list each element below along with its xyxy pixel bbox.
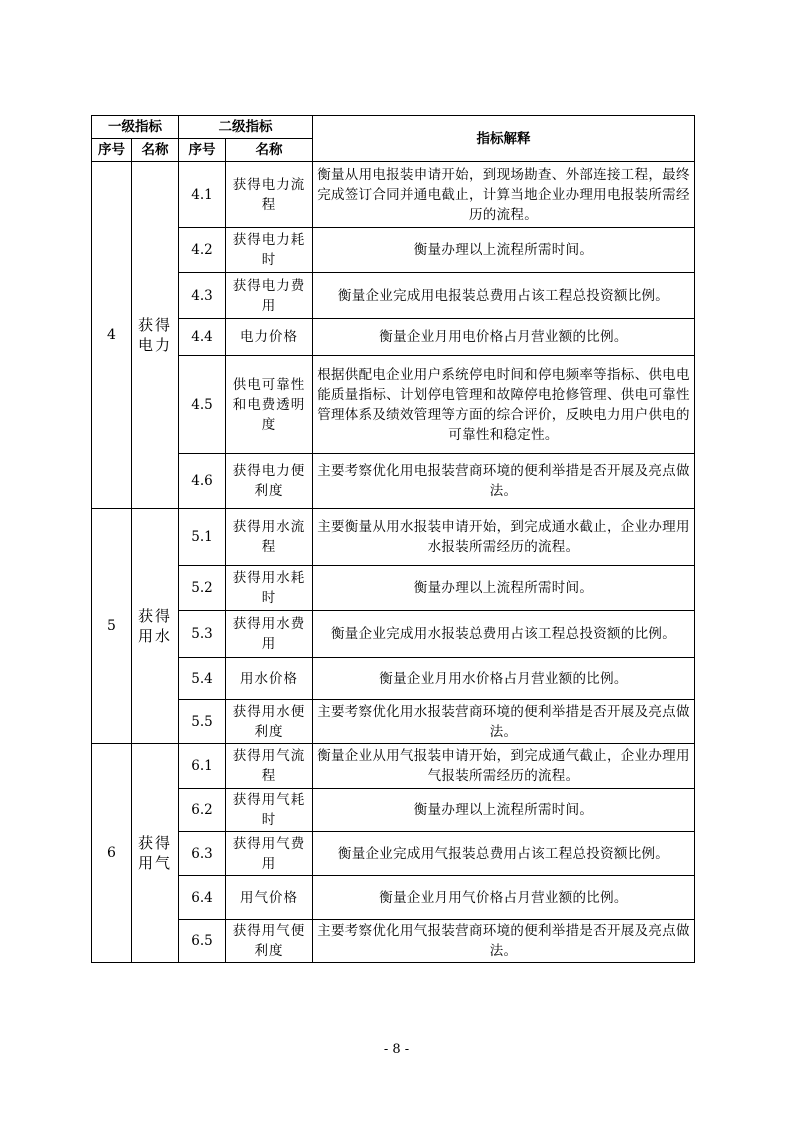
level2-number: 4.4 (179, 319, 226, 356)
level1-number: 4 (92, 162, 132, 509)
level2-name: 获得用气流程 (226, 744, 313, 789)
table-row (92, 744, 695, 789)
indicator-explanation: 根据供配电企业用户系统停电时间和停电频率等指标、供电电能质量指标、计划停电管理和故障停电抢修管理、供电可靠性管理体系及绩效管理等方面的综合评价，反映电力用户供电的可靠性和稳定性。 (313, 356, 695, 454)
level2-number: 6.2 (179, 789, 226, 832)
level2-name: 获得用气费用 (226, 832, 313, 876)
indicator-explanation: 衡量企业月用气价格占月营业额的比例。 (313, 876, 695, 920)
level2-number: 5.3 (179, 611, 226, 658)
page-number: - 8 - (383, 1042, 410, 1057)
indicator-explanation: 主要衡量从用水报装申请开始，到完成通水截止，企业办理用水报装所需经历的流程。 (313, 509, 695, 566)
table-header (92, 116, 695, 162)
level1-name: 获得用水 (132, 509, 179, 744)
table-row (92, 509, 695, 566)
level2-name: 获得用水流程 (226, 509, 313, 566)
level2-number: 6.5 (179, 920, 226, 963)
indicator-explanation: 主要考察优化用电报装营商环境的便利举措是否开展及亮点做法。 (313, 454, 695, 509)
table-row (92, 658, 695, 700)
level2-header: 二级指标 (179, 116, 313, 139)
table-row (92, 356, 695, 454)
level2-name: 获得电力便利度 (226, 454, 313, 509)
level2-name: 获得电力耗时 (226, 228, 313, 273)
indicator-explanation: 衡量从用电报装申请开始，到现场勘查、外部连接工程，最终完成签订合同并通电截止，计算当地企业办理用电报装所需经历的流程。 (313, 162, 695, 228)
level2-name: 获得用气耗时 (226, 789, 313, 832)
level2-name: 获得用气便利度 (226, 920, 313, 963)
level2-number: 4.5 (179, 356, 226, 454)
level1-number: 6 (92, 744, 132, 963)
table-row (92, 920, 695, 963)
indicator-explanation: 衡量办理以上流程所需时间。 (313, 228, 695, 273)
level2-seq-header: 序号 (179, 139, 226, 162)
level2-number: 4.1 (179, 162, 226, 228)
indicator-explanation: 衡量企业完成用气报装总费用占该工程总投资额比例。 (313, 832, 695, 876)
level2-name: 获得电力费用 (226, 273, 313, 319)
level1-name-header: 名称 (132, 139, 179, 162)
level2-number: 5.2 (179, 566, 226, 611)
level2-name: 获得电力流程 (226, 162, 313, 228)
level1-name: 获得电力 (132, 162, 179, 509)
level2-number: 5.5 (179, 700, 226, 744)
indicator-explanation: 衡量办理以上流程所需时间。 (313, 789, 695, 832)
indicator-explanation: 衡量企业月用电价格占月营业额的比例。 (313, 319, 695, 356)
indicator-explanation: 衡量办理以上流程所需时间。 (313, 566, 695, 611)
table-row (92, 700, 695, 744)
level2-number: 6.4 (179, 876, 226, 920)
level2-number: 5.4 (179, 658, 226, 700)
table-body (92, 162, 695, 963)
indicator-explanation: 衡量企业完成用水报装总费用占该工程总投资额的比例。 (313, 611, 695, 658)
level2-number: 6.3 (179, 832, 226, 876)
level1-number: 5 (92, 509, 132, 744)
table-row (92, 832, 695, 876)
level2-name: 用水价格 (226, 658, 313, 700)
level2-name: 获得用水耗时 (226, 566, 313, 611)
level2-name: 供电可靠性和电费透明度 (226, 356, 313, 454)
table-row (92, 611, 695, 658)
level2-number: 6.1 (179, 744, 226, 789)
indicator-table (91, 115, 695, 963)
table-row (92, 789, 695, 832)
table-row (92, 566, 695, 611)
explanation-header: 指标解释 (313, 116, 695, 162)
indicator-explanation: 主要考察优化用水报装营商环境的便利举措是否开展及亮点做法。 (313, 700, 695, 744)
table-row (92, 454, 695, 509)
indicator-explanation: 衡量企业从用气报装申请开始，到完成通气截止，企业办理用气报装所需经历的流程。 (313, 744, 695, 789)
table-row (92, 273, 695, 319)
level2-name: 电力价格 (226, 319, 313, 356)
indicator-explanation: 衡量企业完成用电报装总费用占该工程总投资额比例。 (313, 273, 695, 319)
level2-name: 获得用水费用 (226, 611, 313, 658)
table-row (92, 228, 695, 273)
level2-name: 获得用水便利度 (226, 700, 313, 744)
level2-name-header: 名称 (226, 139, 313, 162)
level2-number: 4.2 (179, 228, 226, 273)
level2-number: 5.1 (179, 509, 226, 566)
indicator-explanation: 主要考察优化用气报装营商环境的便利举措是否开展及亮点做法。 (313, 920, 695, 963)
table-row (92, 876, 695, 920)
level1-seq-header: 序号 (92, 139, 132, 162)
indicator-explanation: 衡量企业月用水价格占月营业额的比例。 (313, 658, 695, 700)
level1-header: 一级指标 (92, 116, 179, 139)
level2-number: 4.6 (179, 454, 226, 509)
table-row (92, 319, 695, 356)
level2-name: 用气价格 (226, 876, 313, 920)
level1-name: 获得用气 (132, 744, 179, 963)
table-row (92, 162, 695, 228)
level2-number: 4.3 (179, 273, 226, 319)
